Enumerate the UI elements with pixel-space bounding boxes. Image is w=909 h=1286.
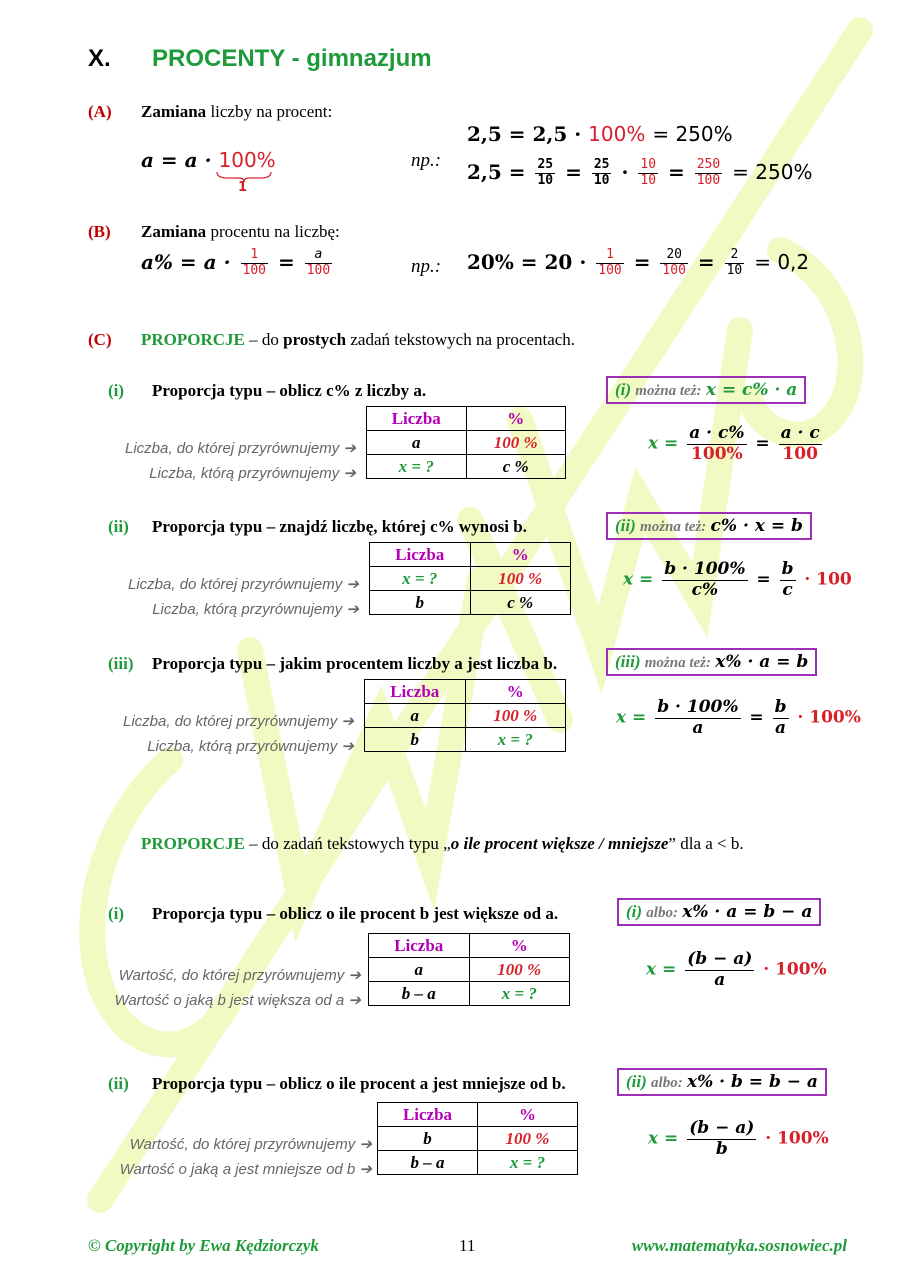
example-label-a: np.: [411, 150, 442, 171]
p5-title: Proporcja typu – oblicz o ile procent a jest mniejsze od b. [152, 1074, 566, 1093]
p2-alt-box: (ii) można też: c% · x = b [606, 512, 812, 540]
p5-alt-box: (ii) albo: x% · b = b − a [617, 1068, 827, 1096]
p4-alt-box: (i) albo: x% · a = b − a [617, 898, 821, 926]
p5-formula: x = $\frac{(b - a)}{b}$ · 100% [648, 1118, 829, 1159]
p4-formula: x = $\frac{(b - a)}{a}$ · 100% [646, 949, 827, 990]
p3-tag: (iii) [108, 654, 134, 673]
p1-row-label-1: Liczba, do której przyrównujemy ➔ [125, 440, 356, 457]
p2-table: Liczba % x = ? 100 % b c % [369, 542, 571, 615]
section-d-title: PROPORCJE – do zadań tekstowych typu „o ile procent większe / mniejsze” dla a < b. [141, 834, 744, 853]
section-b-title: Zamiana procentu na liczbę: [141, 222, 340, 241]
p5-row-label-2: Wartość o jaką a jest mniejsze od b ➔ [119, 1161, 372, 1178]
p1-row-label-2: Liczba, którą przyrównujemy ➔ [149, 465, 356, 482]
example-a1: 2,5 = 2,5 · 100% = 250% [467, 122, 733, 146]
p3-row-label-2: Liczba, którą przyrównujemy ➔ [147, 738, 354, 755]
p4-row-label-1: Wartość, do której przyrównujemy ➔ [118, 967, 361, 984]
p5-table: Liczba % b 100 % b – a x = ? [377, 1102, 578, 1175]
p4-row-label-2: Wartość o jaką b jest większa od a ➔ [114, 992, 361, 1009]
p3-table: Liczba % a 100 % b x = ? [364, 679, 566, 752]
p2-row-label-1: Liczba, do której przyrównujemy ➔ [128, 576, 359, 593]
p2-formula: x = $\frac{b \cdot 100\%}{c\%}$ = $\frac{b}{c}$ · 100 [623, 559, 852, 600]
p5-tag: (ii) [108, 1074, 129, 1093]
p1-table: Liczba % a 100 % x = ? c % [366, 406, 566, 479]
section-a-heading: (A) [88, 102, 112, 121]
p1-alt-box: (i) można też: x = c% · a [606, 376, 806, 404]
p4-table: Liczba % a 100 % b – a x = ? [368, 933, 570, 1006]
p2-row-label-2: Liczba, którą przyrównujemy ➔ [152, 601, 359, 618]
formula-a: a = a · 100% [141, 148, 276, 172]
section-a-title: Zamiana liczby na procent: [141, 102, 333, 121]
p2-title: Proporcja typu – znajdź liczbę, której c% wynosi b. [152, 517, 527, 536]
p4-title: Proporcja typu – oblicz o ile procent b jest większe od a. [152, 904, 559, 923]
p1-formula: x = $\frac{a \cdot c\%}{100\%}$ = $\frac{a \cdot c}{100}$ [648, 423, 820, 464]
footer-url[interactable]: www.matematyka.sosnowiec.pl [631, 1236, 847, 1255]
p4-tag: (i) [108, 904, 125, 923]
p3-formula: x = $\frac{b \cdot 100\%}{a}$ = $\frac{b}{a}$ · 100% [616, 697, 861, 738]
formula-b: a% = a · $\frac{1}{100}$ = $\frac{a}{100}$ [141, 247, 331, 278]
page-title: PROCENTY - gimnazjum [152, 45, 432, 72]
footer-page-number: 11 [459, 1236, 476, 1255]
footer-copyright: © Copyright by Ewa Kędziorczyk [88, 1236, 319, 1255]
p3-alt-box: (iii) można też: x% · a = b [606, 648, 817, 676]
example-a2: 2,5 = $\frac{25}{10}$ = $\frac{25}{10}$ · $\frac{10}{10}$ = $\frac{250}{100}$ = 250% [467, 157, 813, 188]
p2-tag: (ii) [108, 517, 129, 536]
p5-row-label-1: Wartość, do której przyrównujemy ➔ [129, 1136, 372, 1153]
p3-row-label-1: Liczba, do której przyrównujemy ➔ [123, 713, 354, 730]
p1-tag: (i) [108, 381, 125, 400]
underbrace-value: 1 [238, 180, 248, 195]
p1-title: Proporcja typu – oblicz c% z liczby a. [152, 381, 427, 400]
section-c-title: PROPORCJE – do prostych zadań tekstowych na procentach. [141, 330, 576, 349]
chapter-number: X. [88, 45, 111, 72]
p3-title: Proporcja typu – jakim procentem liczby a jest liczba b. [152, 654, 558, 673]
example-b: 20% = 20 · $\frac{1}{100}$ = $\frac{20}{100}$ = $\frac{2}{10}$ = 0,2 [467, 247, 810, 278]
section-b-heading: (B) [88, 222, 111, 241]
example-label-b: np.: [411, 256, 442, 277]
section-c-heading: (C) [88, 330, 112, 349]
